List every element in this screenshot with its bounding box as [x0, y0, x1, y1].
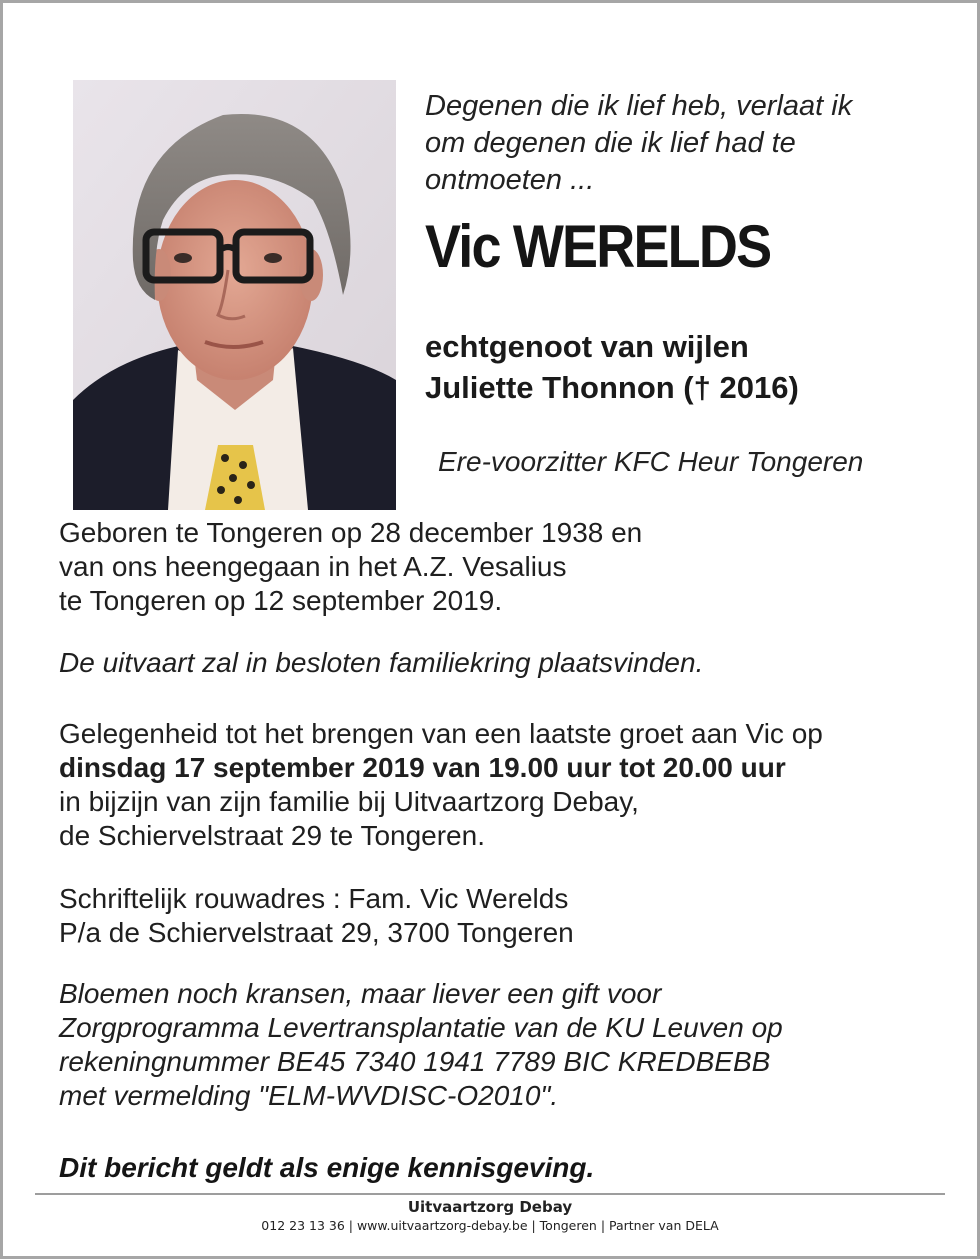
birth-death-info	[59, 516, 959, 618]
funeral-company-name: Uitvaartzorg Debay	[407, 1198, 573, 1216]
address-line: Schriftelijk rouwadres : Fam. Vic Werelds	[59, 883, 569, 914]
visitation-line: Gelegenheid tot het brengen van een laatste groet aan Vic op	[59, 718, 823, 749]
visitation-datetime: dinsdag 17 september 2019 van 19.00 uur tot 20.00 uur	[59, 752, 786, 783]
quote-line: ontmoeten ...	[425, 164, 595, 196]
address-line: P/a de Schiervelstraat 29, 3700 Tongeren	[59, 917, 574, 948]
spouse-info	[425, 326, 799, 408]
donation-line: met vermelding "ELM-WVDISC-O2010".	[59, 1080, 559, 1111]
only-notice-statement: Dit bericht geldt als enige kennisgeving.	[59, 1152, 595, 1183]
portrait-photo	[73, 80, 396, 510]
condolence-address	[59, 882, 959, 950]
birth-line: te Tongeren op 12 september 2019.	[59, 585, 503, 616]
memorial-quote	[425, 88, 955, 199]
spouse-line: echtgenoot van wijlen	[425, 329, 749, 364]
birth-line: Geboren te Tongeren op 28 december 1938 en	[59, 517, 643, 548]
donation-line: Zorgprogramma Levertransplantatie van de KU Leuven op	[59, 1012, 783, 1043]
funeral-notice	[59, 646, 959, 680]
quote-line: om degenen die ik lief had te	[425, 127, 796, 159]
donation-line: rekeningnummer BE45 7340 1941 7789 BIC KREDBEBB	[59, 1046, 771, 1077]
funeral-company-contact: 012 23 13 36 | www.uitvaartzorg-debay.be | Tongeren | Partner van DELA	[261, 1218, 719, 1233]
funeral-line: De uitvaart zal in besloten familiekring plaatsvinden.	[59, 647, 704, 678]
honorary-title: Ere-voorzitter KFC Heur Tongeren	[438, 446, 864, 477]
spouse-line: Juliette Thonnon († 2016)	[425, 370, 799, 405]
quote-line: Degenen die ik lief heb, verlaat ik	[425, 90, 853, 122]
footer-divider	[35, 1193, 945, 1195]
deceased-name: Vic WERELDS	[425, 213, 771, 280]
donation-line: Bloemen noch kransen, maar liever een gift voor	[59, 978, 662, 1009]
visitation-info	[59, 717, 959, 853]
visitation-line: de Schiervelstraat 29 te Tongeren.	[59, 820, 485, 851]
donation-info	[59, 977, 959, 1113]
visitation-line: in bijzijn van zijn familie bij Uitvaartzorg Debay,	[59, 786, 639, 817]
birth-line: van ons heengegaan in het A.Z. Vesalius	[59, 551, 567, 582]
